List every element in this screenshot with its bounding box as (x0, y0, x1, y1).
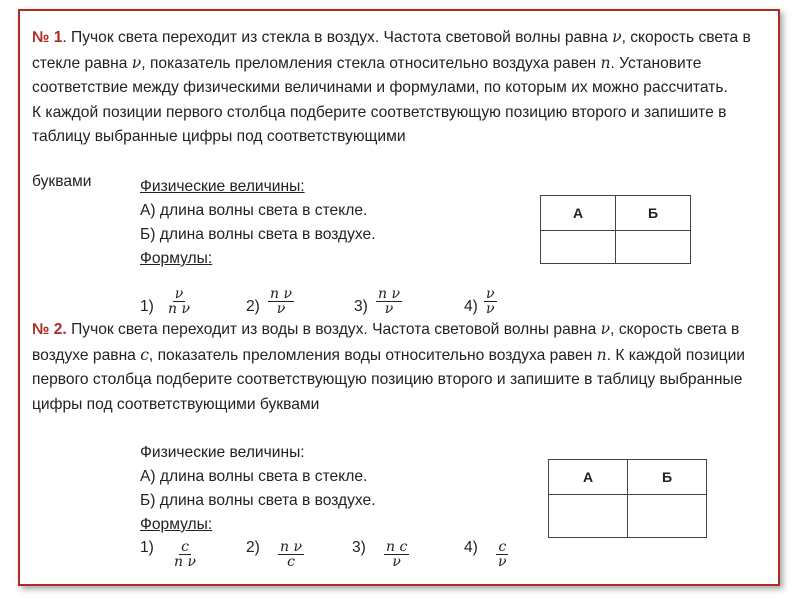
answer-cell-a[interactable] (549, 495, 628, 538)
slide-frame (18, 9, 780, 586)
task1-answer-table (540, 195, 691, 264)
task2-quantities-heading: Физические величины: (140, 444, 305, 461)
table-header-b: Б (628, 460, 707, 495)
task1-item-a: А) длина волны света в стекле. (140, 202, 368, 219)
task1-option-3-label: 3) (354, 298, 368, 315)
task2-item-b: Б) длина волны света в воздухе. (140, 492, 376, 509)
task2-statement: № 2. Пучок света переходит из воды в воздух. Частота световой волны равна ν, скорость света в воздухе равна c, показатель преломления воды относительно воздуха равен n. К каждой позиции первого столбца подберите соответствующую позицию второго и запишите в таблицу выбранные цифры под соответствующими буквами (32, 320, 746, 413)
task2-option-2-formula: $\frac{\text{n ν}}{c}$ (280, 539, 302, 570)
task1-formulas-heading: Формулы: (140, 250, 213, 267)
task2-number: № 2. (32, 321, 67, 338)
answer-cell-b[interactable] (616, 231, 691, 264)
task1-option-4-label: 4) (464, 298, 478, 315)
task1-option-2-label: 2) (246, 298, 260, 315)
task1-quantities-heading: Физические величины: (140, 178, 305, 195)
table-header-b: Б (616, 196, 691, 231)
task2-option-2-label: 2) (246, 539, 260, 556)
task2-quantities (140, 441, 376, 537)
task1-option-1-label: 1) (140, 298, 154, 315)
task1-option-1-formula: $\frac{\nu}{\text{n ν}}$ (168, 286, 190, 317)
table-header-a: А (549, 460, 628, 495)
answer-cell-b[interactable] (628, 495, 707, 538)
task2-option-4-formula: $\frac{c}{\nu}$ (498, 539, 507, 570)
task2-formulas-heading: Формулы: (140, 516, 213, 533)
task1-statement-end: буквами (32, 173, 92, 190)
task1-statement: № 1. Пучок света переходит из стекла в воздух. Частота световой волны равна ν, скорость света в стекле равна ν, показатель преломления стекла относительно воздуха равен n. Установите соответствие между физическими величинами и формулами, по которым их можно рассчитать. К каждой позиции первого столбца подберите соответствующую позицию второго и запишите в таблицу выбранные цифры под соответствующими (32, 28, 751, 145)
task2-option-3-label: 3) (352, 539, 366, 556)
task1-item-b: Б) длина волны света в воздухе. (140, 226, 376, 243)
task1-option-3-formula: $\frac{\text{n ν}}{\nu}$ (378, 286, 400, 317)
task2-option-1-label: 1) (140, 539, 154, 556)
task1-option-4-formula: $\frac{\nu}{\nu}$ (486, 286, 495, 317)
task1-number: № 1 (32, 29, 63, 46)
task2-option-4-label: 4) (464, 539, 478, 556)
task2-item-a: А) длина волны света в стекле. (140, 468, 368, 485)
task1-quantities (140, 175, 376, 271)
answer-cell-a[interactable] (541, 231, 616, 264)
task2-option-1-formula: $\frac{c}{\text{n ν}}$ (174, 539, 196, 570)
task2-answer-table (548, 459, 707, 538)
task1-option-2-formula: $\frac{\text{n ν}}{\nu}$ (270, 286, 292, 317)
task2-option-3-formula: $\frac{\text{n c}}{\nu}$ (386, 539, 408, 570)
table-header-a: А (541, 196, 616, 231)
